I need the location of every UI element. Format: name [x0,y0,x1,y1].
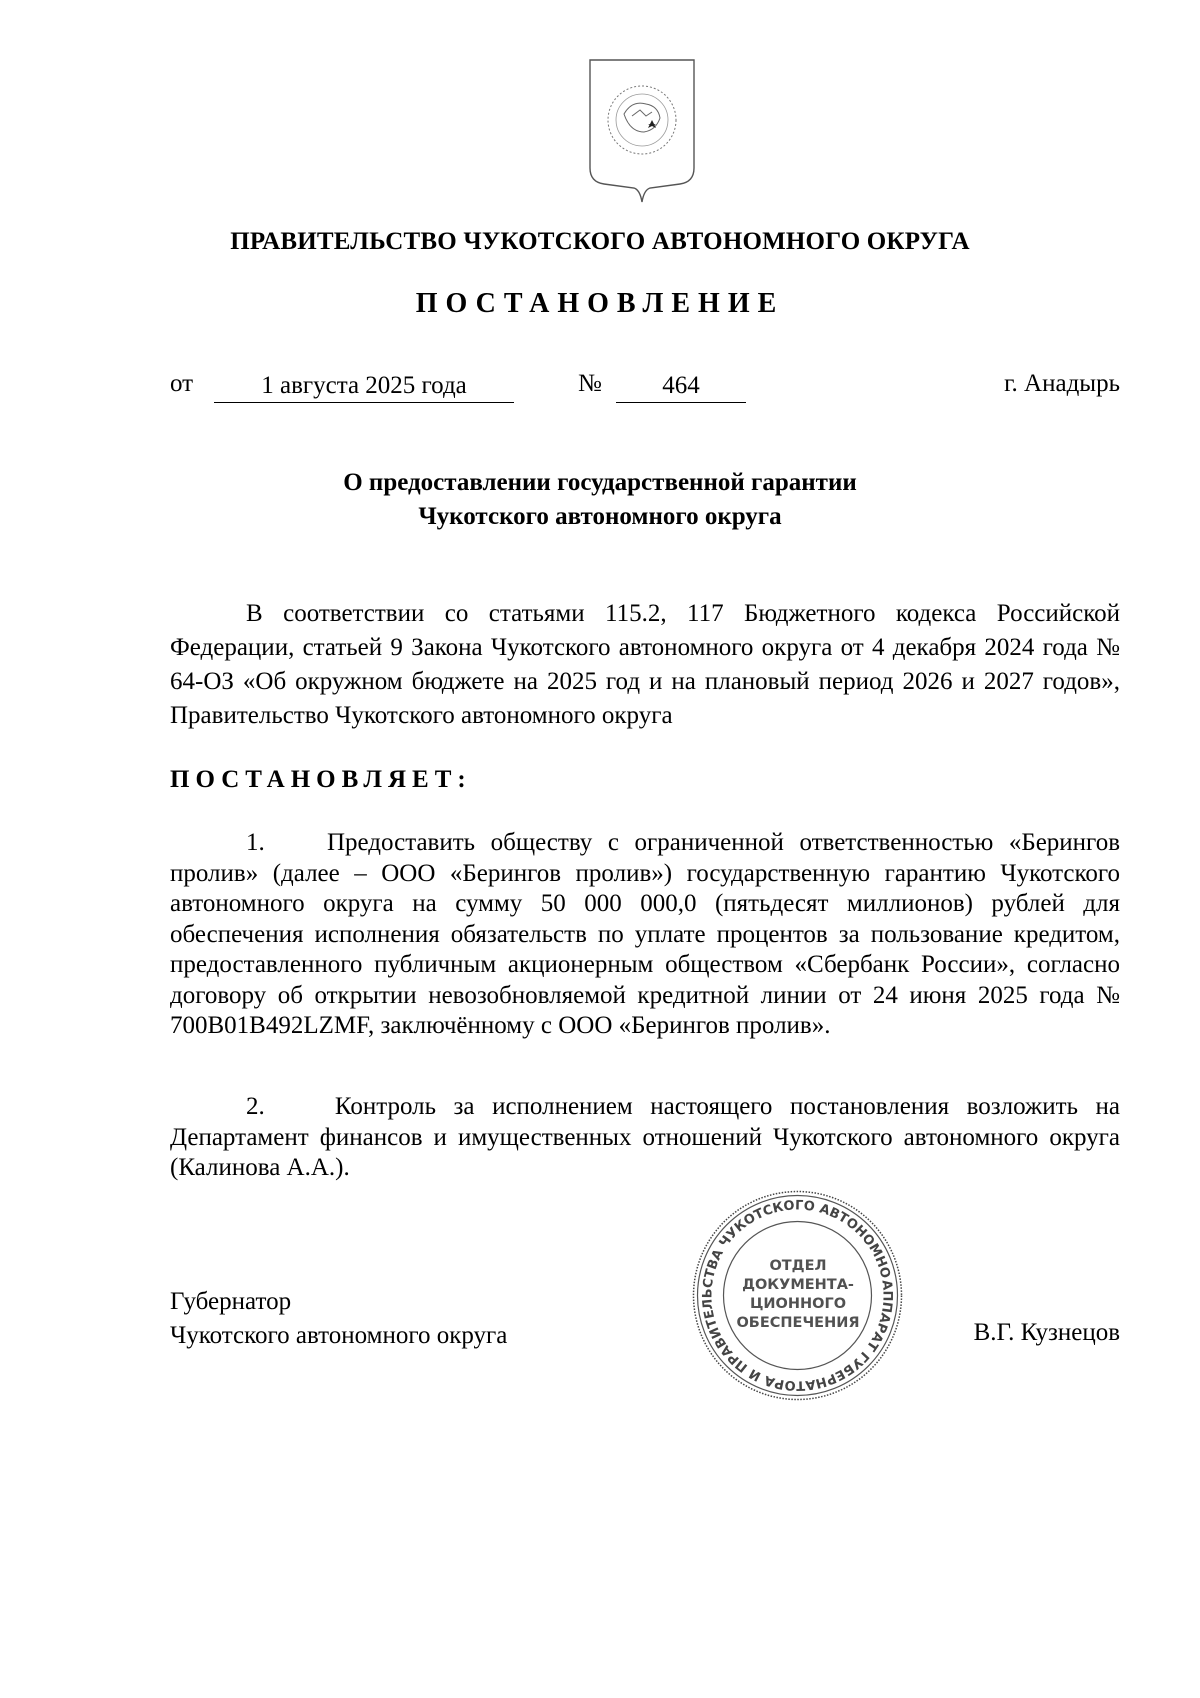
coat-of-arms-emblem [586,56,698,206]
document-number: 464 [616,370,746,403]
date-prefix: от [170,370,194,397]
clause-2: 2. Контроль за исполнением настоящего постановления возложить на Департамент финансов и имущественных отношений Чукотского автономного округа (Калинова А.А.). [170,1093,1120,1181]
document-date: 1 августа 2025 года [214,370,514,403]
document-subject [0,466,1200,534]
preamble-paragraph: В соответствии со статьями 115.2, 117 Бюджетного кодекса Российской Федерации, статьей 9 Закона Чукотского автономного округа от 4 декабря 2024 года № 64-ОЗ «Об окружном бюджете на 2025 год и на плановый период 2026 и 2027 годов», Правительство Чукотского автономного округа [170,600,1120,729]
stamp-center-text [720,1257,876,1333]
document-meta-row [170,370,1120,406]
subject-line-2: Чукотского автономного округа [418,503,782,530]
government-title: ПРАВИТЕЛЬСТВО ЧУКОТСКОГО АВТОНОМНОГО ОКРУГА [230,228,970,255]
stamp-ring-text: АППАРАТ ГУБЕРНАТОРА И ПРАВИТЕЛЬСТВА ЧУКОТСКОГО АВТОНОМНОГО [700,1198,895,1393]
stamp-line-3: ЦИОННОГО [749,1296,847,1312]
stamp-line-2: ДОКУМЕНТА- [742,1277,854,1293]
signatory-title-line-2: Чукотского автономного округа [170,1322,508,1349]
document-type-title: ПОСТАНОВЛЕНИЕ [415,288,785,319]
signatory-title [170,1285,507,1353]
stamp-line-4: ОБЕСПЕЧЕНИЯ [736,1315,860,1331]
resolve-heading: ПОСТАНОВЛЯЕТ: [170,766,472,793]
document-city: г. Анадырь [1004,370,1120,397]
number-prefix: № [578,370,602,397]
subject-line-1: О предоставлении государственной гарантии [343,469,857,496]
signatory-name: В.Г. Кузнецов [973,1319,1120,1346]
stamp-line-1: ОТДЕЛ [769,1258,827,1274]
signatory-title-line-1: Губернатор [170,1288,292,1315]
clause-1: 1. Предоставить обществу с ограниченной ответственностью «Берингов пролив» (далее – ООО «Берингов пролив») государственную гарантию Чукотского автономного округа на сумму 50 000 000,0 (пятьдесят миллионов) рублей для обеспечения исполнения обязательств по уплате процентов за пользование кредитом, предоставленного публичным акционерным обществом «Сбербанк России», согласно договору об открытии невозобновляемой кредитной линии от 24 июня 2025 года № 700B01B492LZMF, заключённому с ООО «Берингов пролив». [170,829,1120,1039]
